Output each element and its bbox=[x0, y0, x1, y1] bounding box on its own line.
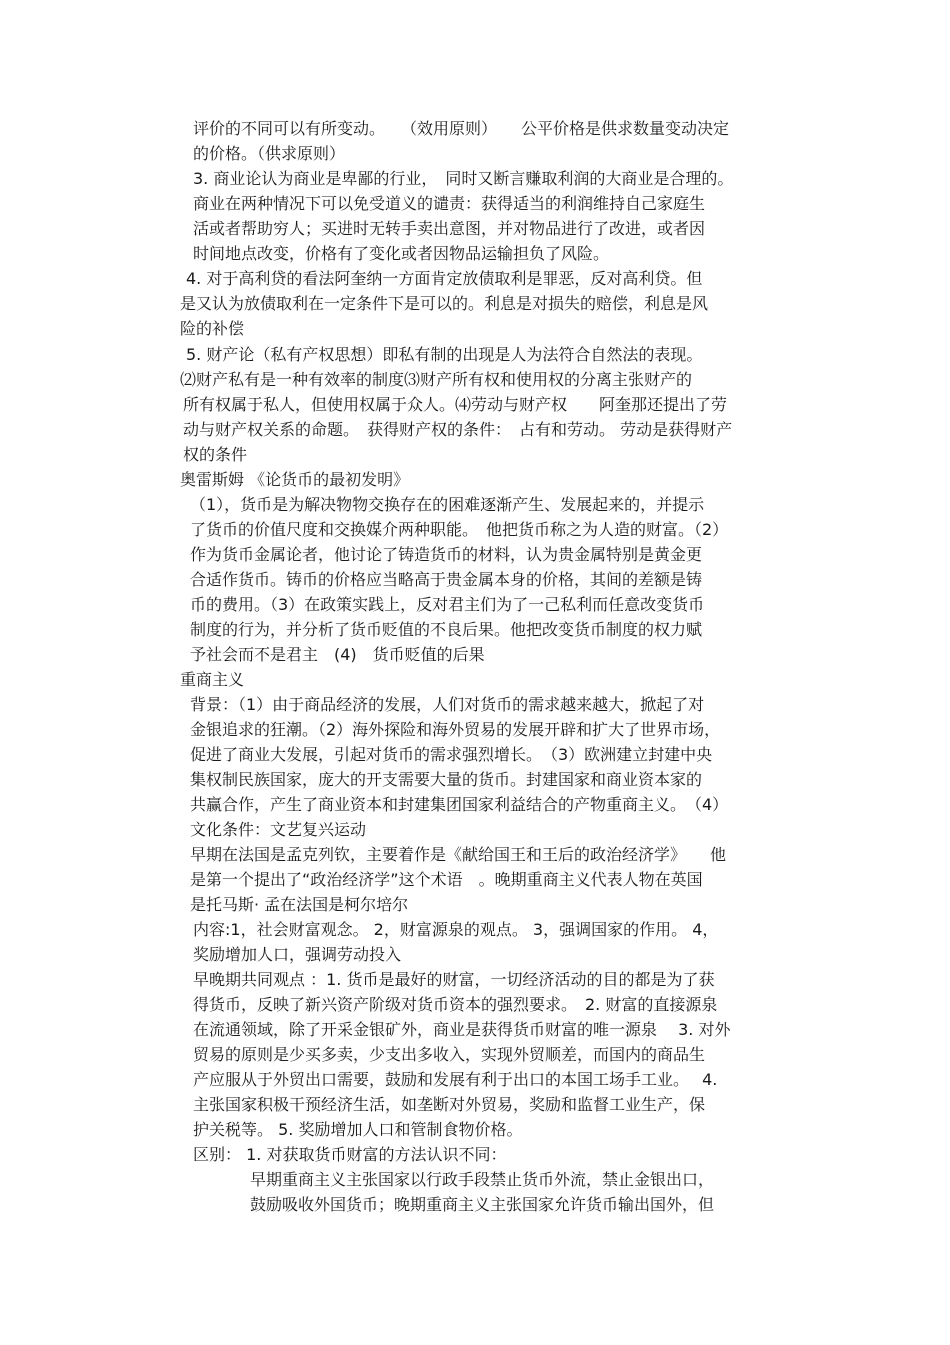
section-heading: 重商主义 bbox=[180, 670, 245, 689]
text-line: 3. 商业论认为商业是卑鄙的行业， 同时又断言赚取利润的大商业是合理的。 bbox=[193, 169, 734, 188]
text-line: 文化条件：文艺复兴运动 bbox=[190, 820, 367, 839]
text-line: 合适作货币。铸币的价格应当略高于贵金属本身的价格，其间的差额是铸 bbox=[190, 570, 703, 589]
text-line: 贸易的原则是少买多卖，少支出多收入，实现外贸顺差，而国内的商品生 bbox=[193, 1045, 706, 1064]
text-line: 奖励增加人口，强调劳动投入 bbox=[193, 945, 402, 964]
text-line: 4. 对于高利贷的看法阿奎纳一方面肯定放债取利是罪恶，反对高利贷。但 bbox=[186, 269, 703, 288]
text-line: 鼓励吸收外国货币；晚期重商主义主张国家允许货币输出国外，但 bbox=[250, 1195, 715, 1214]
text-line: 金银追求的狂潮。（2）海外探险和海外贸易的发展开辟和扩大了世界市场， bbox=[190, 720, 721, 739]
text-line: 评价的不同可以有所变动。 （效用原则） 公平价格是供求数量变动决定 bbox=[193, 119, 730, 138]
text-line: ⑵财产私有是一种有效率的制度⑶财产所有权和使用权的分离主张财产的 bbox=[180, 370, 693, 389]
text-line: 早期在法国是孟克列钦，主要着作是《献给国王和王后的政治经济学》 他 bbox=[190, 845, 727, 864]
text-line: 共赢合作，产生了商业资本和封建集团国家利益结合的产物重商主义。 （4） bbox=[190, 795, 729, 814]
text-line: 是托马斯· 孟在法国是柯尔培尔 bbox=[190, 895, 409, 914]
text-line: 币的费用。（3）在政策实践上，反对君主们为了一己私利而任意改变货币 bbox=[190, 595, 705, 614]
text-line: 护关税等。 5. 奖励增加人口和管制食物价格。 bbox=[193, 1120, 523, 1139]
text-line: 所有权属于私人，但使用权属于众人。⑷劳动与财产权 阿奎那还提出了劳 bbox=[183, 395, 728, 414]
text-line: 早期重商主义主张国家以行政手段禁止货币外流，禁止金银出口， bbox=[250, 1170, 715, 1189]
text-line: 时间地点改变，价格有了变化或者因物品运输担负了风险。 bbox=[193, 244, 610, 263]
text-line: 区别： 1. 对获取货币财富的方法认识不同： bbox=[193, 1145, 507, 1164]
text-line: 作为货币金属论者，他讨论了铸造货币的材料，认为贵金属特别是黄金更 bbox=[190, 545, 703, 564]
text-line: 权的条件 bbox=[183, 445, 248, 464]
text-line: 活或者帮助穷人；买进时无转手卖出意图，并对物品进行了改进，或者因 bbox=[193, 219, 706, 238]
text-line: 背景：（1）由于商品经济的发展，人们对货币的需求越来越大，掀起了对 bbox=[190, 695, 705, 714]
text-line: 得货币，反映了新兴资产阶级对货币资本的强烈要求。 2. 财富的直接源泉 bbox=[193, 995, 718, 1014]
text-line: 是第一个提出了“政治经济学”这个术语 。晚期重商主义代表人物在英国 bbox=[190, 870, 703, 889]
text-line: 内容:1，社会财富观念。 2，财富源泉的观点。 3，强调国家的作用。 4， bbox=[193, 920, 719, 939]
text-line: 予社会而不是君主 (4) 货币贬值的后果 bbox=[190, 645, 485, 664]
text-line: 制度的行为，并分析了货币贬值的不良后果。他把改变货币制度的权力赋 bbox=[190, 620, 703, 639]
text-line: 的价格。（供求原则） bbox=[193, 144, 346, 163]
text-line: 产应服从于外贸出口需要，鼓励和发展有利于出口的本国工场手工业。 4. bbox=[193, 1070, 718, 1089]
section-heading: 奥雷斯姆 《论货币的最初发明》 bbox=[180, 470, 410, 489]
text-line: 商业在两种情况下可以免受道义的谴责：获得适当的利润维持自己家庭生 bbox=[193, 194, 706, 213]
text-line: 5. 财产论（私有产权思想）即私有制的出现是人为法符合自然法的表现。 bbox=[186, 345, 703, 364]
text-line: 促进了商业大发展，引起对货币的需求强烈增长。 （3）欧洲建立封建中央 bbox=[190, 745, 713, 764]
text-line: 险的补偿 bbox=[180, 319, 245, 338]
text-line: 是又认为放债取利在一定条件下是可以的。利息是对损失的赔偿，利息是风 bbox=[180, 294, 709, 313]
text-line: 在流通领域，除了开采金银矿外，商业是获得货币财富的唯一源泉 3. 对外 bbox=[193, 1020, 731, 1039]
text-line: （1），货币是为解决物物交换存在的困难逐渐产生、发展起来的，并提示 bbox=[190, 495, 705, 514]
text-line: 动与财产权关系的命题。 获得财产权的条件： 占有和劳动。 劳动是获得财产 bbox=[183, 420, 733, 439]
text-line: 主张国家积极干预经济生活，如垄断对外贸易，奖励和监督工业生产，保 bbox=[193, 1095, 706, 1114]
text-line: 集权制民族国家，庞大的开支需要大量的货币。封建国家和商业资本家的 bbox=[190, 770, 703, 789]
text-line: 早晚期共同观点 ：1. 货币是最好的财富，一切经济活动的目的都是为了获 bbox=[193, 970, 715, 989]
text-line: 了货币的价值尺度和交换媒介两种职能。 他把货币称之为人造的财富。（2） bbox=[190, 520, 729, 539]
